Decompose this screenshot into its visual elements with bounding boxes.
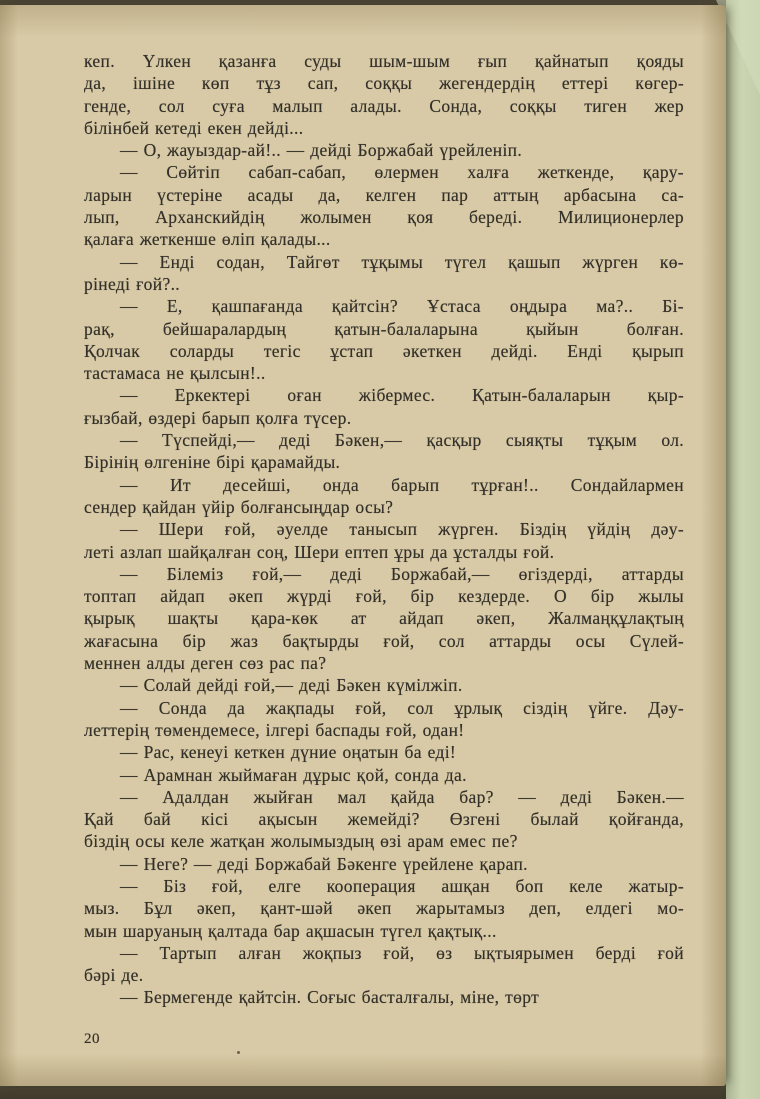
text-line: да, ішіне көп тұз сап, соққы жегендердің еттері көгер- [84,73,684,94]
paragraph [84,875,684,942]
text-line: — Сөйтіп сабап-сабап, өлермен халға жеткенде, қару- [120,162,684,183]
text-line: кеп. Үлкен қазанға суды шым-шым ғып қайнатып қояды [84,51,684,71]
paragraph [84,161,684,250]
text-line: — Білеміз ғой,— деді Боржабай,— өгіздерді, аттарды [120,563,684,584]
paragraph [84,50,684,139]
paragraph [84,786,684,853]
text-line: бәрі де. [84,965,144,986]
adjacent-page-edge [726,0,760,1099]
text-line: — Е, қашпағанда қайтсін? Ұстаса оңдыра ма?.. Бі- [120,296,684,317]
text-line: меннен алды деген сөз рас па? [84,653,327,674]
paragraph [84,674,684,696]
paragraph [84,518,684,563]
text-line: — Сонда да жақпады ғой, сол ұрлық сіздің үйге. Дәу- [120,697,684,718]
text-line: Қолчак соларды тегіс ұстап әкеткен дейді. Енді қырып [84,340,684,361]
page-text [84,50,684,1009]
text-line: — Солай дейді ғой,— деді Бәкен күмілжіп. [120,675,463,696]
text-line: қалаға жеткенше өліп қалады... [84,229,331,250]
text-line: лып, Арханскийдің жолымен қоя береді. Милиционерлер [84,207,684,228]
text-line: — Бермегенде қайтсін. Соғыс басталғалы, міне, төрт [120,987,540,1008]
page-number: 20 [84,1031,100,1047]
text-line: Бірінің өлгеніне бірі қарамайды. [84,452,341,473]
paragraph [84,384,684,429]
text-line: қырық шақты қара-көк ат айдап әкеп, Жалмаңқұлақтың [84,608,684,629]
paragraph [84,139,684,161]
text-line: мын шаруаның қалтада бар ақшасын түгел қақтық... [84,920,497,941]
text-line: — Адалдан жыйған мал қайда бар? — деді Бәкен.— [120,786,684,807]
paragraph [84,986,684,1008]
text-line: — О, жауыздар-ай!.. — дейді Боржабай үрейленіп. [120,140,523,161]
paragraph [84,942,684,987]
text-line: леті азлап шайқалған соң, Шери ептеп ұры да ұсталды ғой. [84,541,555,562]
text-line: ғызбай, өздері барып қолға түсер. [84,407,352,428]
paragraph [84,853,684,875]
text-line: — Біз ғой, елге кооперация ашқан боп келе жатыр- [120,875,684,896]
paragraph [84,697,684,742]
paragraph [84,764,684,786]
text-line: — Тартып алған жоқпыз ғой, өз ықтыярымен берді ғой [120,942,684,963]
text-line: — Түспейді,— деді Бәкен,— қасқыр сыяқты тұқым ол. [120,430,684,451]
text-line: генде, сол суға малып алады. Сонда, соққы тиген жер [84,95,684,116]
text-line: білінбей кетеді екен дейді... [84,117,304,138]
text-line: Қай бай кісі ақысын жемейді? Өзгені былай қойғанда, [84,809,684,830]
paragraph [84,251,684,296]
paragraph [84,295,684,384]
paragraph [84,429,684,474]
text-line: — Еркектері оған жібермес. Қатын-балаларын қыр- [120,385,684,406]
text-line: — Енді содан, Тайгөт тұқымы түгел қашып жүрген кө- [120,251,684,272]
text-line: — Рас, кенеуі кеткен дүние оңатын ба еді! [120,742,457,763]
text-line: леттерің төмендемесе, ілгері баспады ғой, одан! [84,719,465,740]
text-line: тастамаса не қылсын!.. [84,363,266,384]
text-line: — Шери ғой, әуелде танысып жүрген. Біздің үйдің дәу- [120,519,684,540]
paragraph [84,741,684,763]
text-line: мыз. Бұл әкеп, қант-шәй әкеп жарытамыз деп, елдегі мо- [84,898,684,919]
paper-speck [237,1051,240,1054]
paragraph [84,474,684,519]
text-line: рінеді ғой?.. [84,273,181,294]
text-line: рақ, бейшаралардың қатын-балаларына қыйын болған. [84,318,684,339]
text-line: — Неге? — деді Боржабай Бәкенге үрейлене қарап. [120,853,528,874]
text-line: біздің осы келе жатқан жолымыздың өзі арам емес пе? [84,831,518,852]
text-line: жағасына бір жаз бақтырды ғой, сол аттарды осы Сүлей- [84,630,684,651]
text-line: — Ит десейші, онда барып тұрған!.. Сондайлармен [120,474,684,495]
book-page [0,5,726,1086]
text-line: сендер қайдан үйір болғансыңдар осы? [84,496,394,517]
text-line: топтап айдап әкеп жүрді ғой, бір кездерде. О бір жылы [84,586,684,607]
paragraph [84,563,684,674]
text-line: ларын үстеріне асады да, келген пар аттың арбасына са- [84,184,684,205]
text-line: — Арамнан жыймаған дұрыс қой, сонда да. [120,764,467,785]
